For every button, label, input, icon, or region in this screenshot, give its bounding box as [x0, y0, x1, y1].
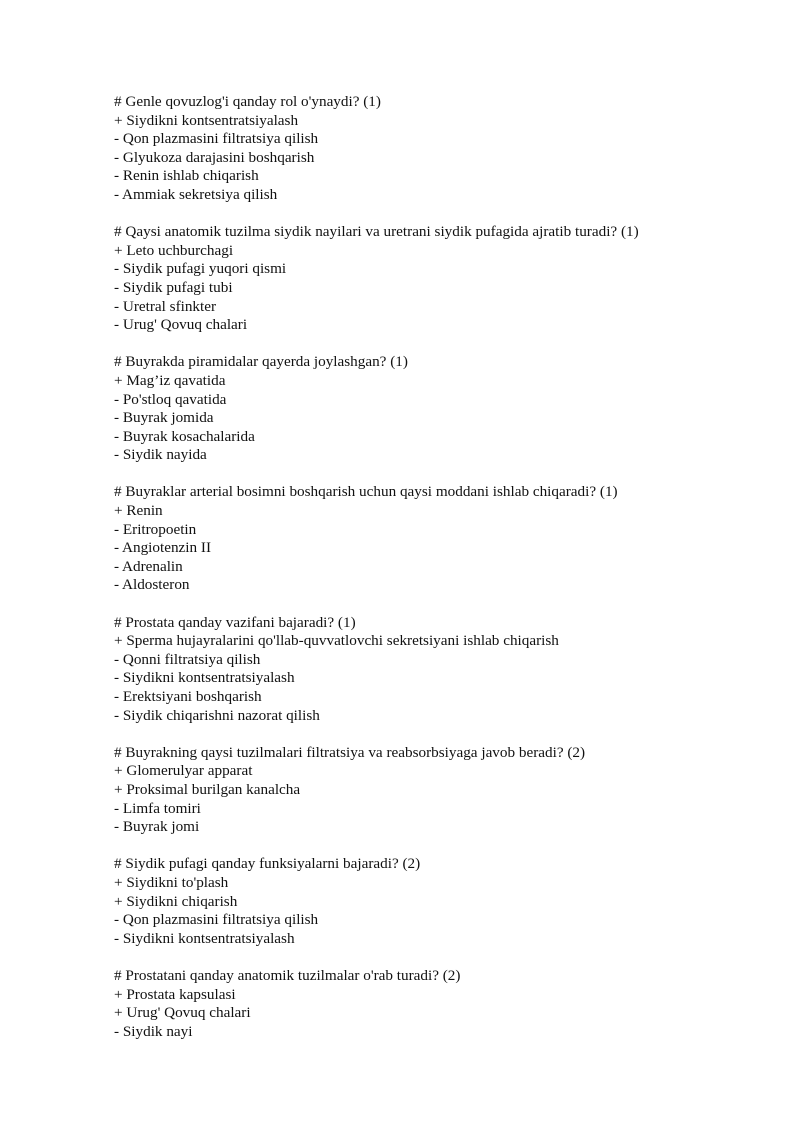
answer-option: - Glyukoza darajasini boshqarish — [114, 148, 315, 166]
answer-option: - Po'stloq qavatida — [114, 390, 227, 408]
question-block — [114, 93, 774, 205]
answer-option: - Qon plazmasini filtratsiya qilish — [114, 130, 319, 148]
answer-option: - Qonni filtratsiya qilish — [114, 650, 261, 668]
answer-option: - Erektsiyani boshqarish — [114, 688, 262, 705]
answer-option: - Siydikni kontsentratsiyalash — [114, 669, 295, 687]
answer-option: - Siydik pufagi tubi — [114, 278, 233, 296]
answer-option: - Aldosteron — [114, 576, 190, 594]
answer-option: + Glomerulyar apparat — [114, 762, 253, 780]
answer-option: + Leto uchburchagi — [114, 241, 234, 259]
answer-option: - Siydik chiqarishni nazorat qilish — [114, 706, 320, 724]
answer-option: - Ammiak sekretsiya qilish — [114, 185, 278, 203]
answer-option: + Prostata kapsulasi — [114, 985, 236, 1003]
answer-option: - Limfa tomiri — [114, 799, 201, 817]
answer-option: + Sperma hujayralarini qo'llab-quvvatlovchi sekretsiyani ishlab chiqarish — [114, 632, 559, 650]
answer-option: - Siydik nayida — [114, 446, 207, 464]
answer-option: + Siydikni chiqarish — [114, 892, 238, 910]
answer-option: + Siydikni to'plash — [114, 873, 229, 891]
answer-option: - Adrenalin — [114, 557, 183, 575]
answer-option: + Urug' Qovuq chalari — [114, 1004, 251, 1022]
answer-option: + Siydikni kontsentratsiyalash — [114, 111, 299, 129]
question-text: # Siydik pufagi qanday funksiyalarni bajaradi? (2) — [114, 855, 421, 873]
answer-option: + Renin — [114, 502, 163, 520]
answer-option: - Qon plazmasini filtratsiya qilish — [114, 911, 319, 929]
question-block — [114, 967, 774, 1041]
answer-option: - Buyrak jomida — [114, 409, 214, 427]
question-block — [114, 483, 774, 595]
answer-option: - Renin ishlab chiqarish — [114, 167, 259, 185]
question-text: # Prostata qanday vazifani bajaradi? (1) — [114, 613, 356, 631]
answer-option: - Siydik nayi — [114, 1022, 193, 1040]
question-text: # Buyrakda piramidalar qayerda joylashgan? (1) — [114, 353, 408, 371]
question-text: # Buyrakning qaysi tuzilmalari filtratsiya va reabsorbsiyaga javob beradi? (2) — [114, 743, 586, 761]
document-page — [114, 93, 774, 1060]
question-block — [114, 744, 774, 837]
question-text: # Genle qovuzlog'i qanday rol o'ynaydi? (1) — [114, 93, 381, 110]
question-block — [114, 353, 774, 465]
question-block — [114, 223, 774, 335]
answer-option: - Uretral sfinkter — [114, 297, 217, 315]
answer-option: + Proksimal burilgan kanalcha — [114, 780, 301, 798]
question-text: # Buyraklar arterial bosimni boshqarish uchun qaysi moddani ishlab chiqaradi? (1) — [114, 483, 618, 501]
question-text: # Qaysi anatomik tuzilma siydik nayilari va uretrani siydik pufagida ajratib turadi? (1) — [114, 223, 639, 241]
answer-option: - Buyrak kosachalarida — [114, 427, 255, 445]
answer-option: - Urug' Qovuq chalari — [114, 316, 248, 334]
answer-option: - Siydikni kontsentratsiyalash — [114, 929, 295, 947]
question-block — [114, 855, 774, 948]
answer-option: - Siydik pufagi yuqori qismi — [114, 260, 287, 278]
question-block — [114, 614, 774, 726]
answer-option: - Buyrak jomi — [114, 818, 200, 836]
answer-option: - Eritropoetin — [114, 520, 197, 538]
answer-option: - Angiotenzin II — [114, 539, 212, 557]
answer-option: + Mag’iz qavatida — [114, 371, 226, 389]
question-text: # Prostatani qanday anatomik tuzilmalar o'rab turadi? (2) — [114, 966, 461, 984]
